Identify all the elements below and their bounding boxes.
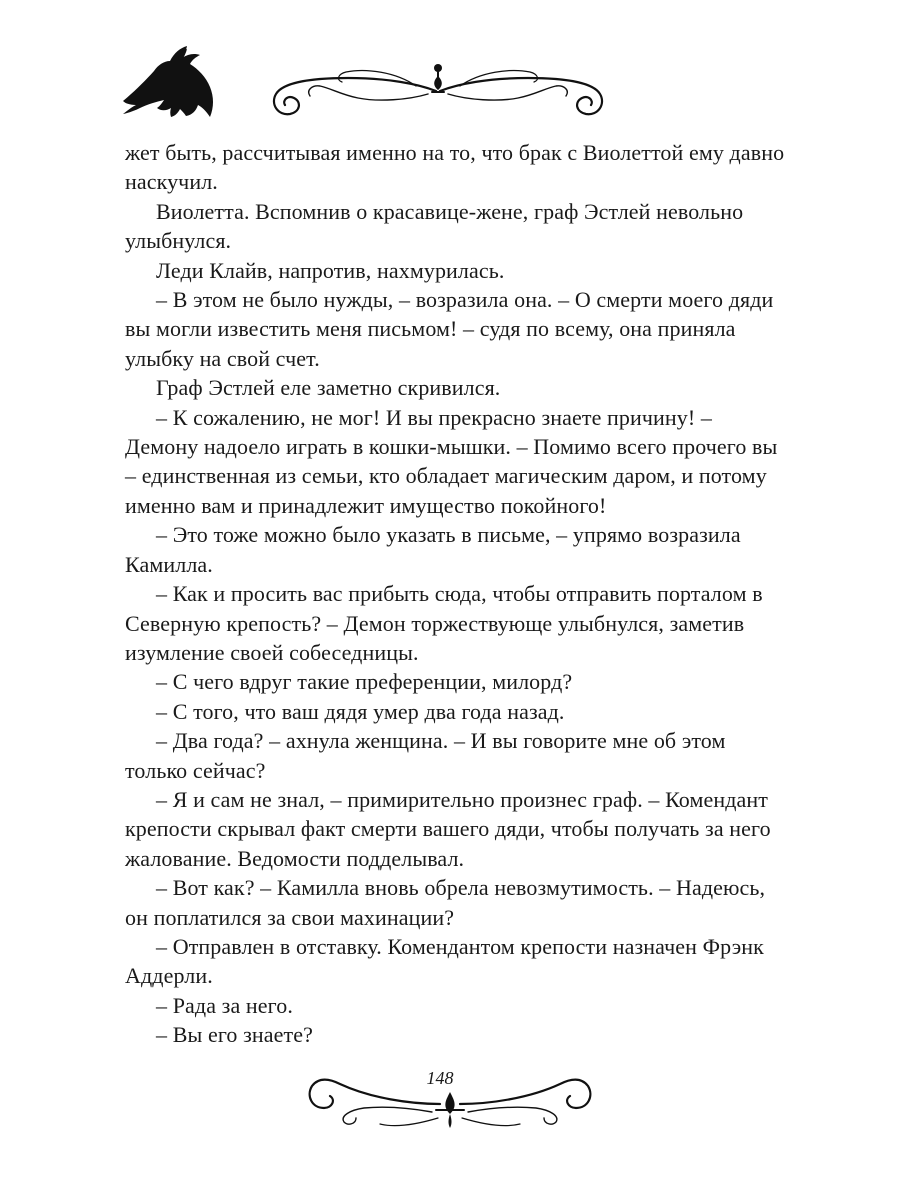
paragraph: – Вы его знаете? bbox=[156, 1022, 313, 1048]
page-header bbox=[0, 0, 900, 140]
paragraph: – В этом не было нужды, – возразила она. – О смерти моего дяди вы могли известить меня письмом! – судя по всему, она приняла улыбку на свой счет. bbox=[125, 287, 774, 371]
paragraph: Граф Эстлей еле заметно скривился. bbox=[156, 375, 501, 401]
paragraph: – С того, что ваш дядя умер два года назад. bbox=[156, 698, 565, 724]
paragraph: – Это тоже можно было указать в письме, – упрямо возразила Камилла. bbox=[125, 522, 741, 577]
page-footer bbox=[300, 1062, 600, 1162]
flourish-ornament bbox=[268, 58, 608, 124]
paragraph: – Отправлен в отставку. Комендантом крепости назначен Фрэнк Аддерли. bbox=[125, 933, 764, 989]
paragraph: – Рада за него. bbox=[156, 992, 293, 1018]
body-text bbox=[125, 138, 785, 1050]
page-number: 148 bbox=[426, 1068, 454, 1088]
paragraph: Леди Клайв, напротив, нахмурилась. bbox=[156, 257, 505, 283]
raven-icon bbox=[120, 45, 220, 120]
paragraph: – Два года? – ахнула женщина. – И вы говорите мне об этом только сейчас? bbox=[125, 728, 726, 783]
paragraph: – Вот как? – Камилла вновь обрела невозмутимость. – Надеюсь, он поплатился за свои махинации? bbox=[125, 875, 766, 930]
paragraph: – Я и сам не знал, – примирительно произнес граф. – Комендант крепости скрывал факт смерти вашего дяди, чтобы получать за него жалование. Ведомости подделывал. bbox=[125, 786, 771, 871]
paragraph: – Как и просить вас прибыть сюда, чтобы отправить порталом в Северную крепость? – Демон торжествующе улыбнулся, заметив изумление своей собеседницы. bbox=[125, 581, 763, 665]
paragraph: – К сожалению, не мог! И вы прекрасно знаете причину! – Демону надоело играть в кошки-мышки. – Помимо всего прочего вы – единственная из семьи, кто обладает магическим даром, и потому именно вам и принадлежит имущество покойного! bbox=[125, 404, 778, 518]
paragraph: Виолетта. Вспомнив о красавице-жене, граф Эстлей невольно улыбнулся. bbox=[125, 198, 744, 254]
paragraph: – С чего вдруг такие преференции, милорд? bbox=[156, 669, 573, 695]
paragraph: жет быть, рассчитывая именно на то, что брак с Виолеттой ему давно наскучил. bbox=[125, 140, 785, 195]
